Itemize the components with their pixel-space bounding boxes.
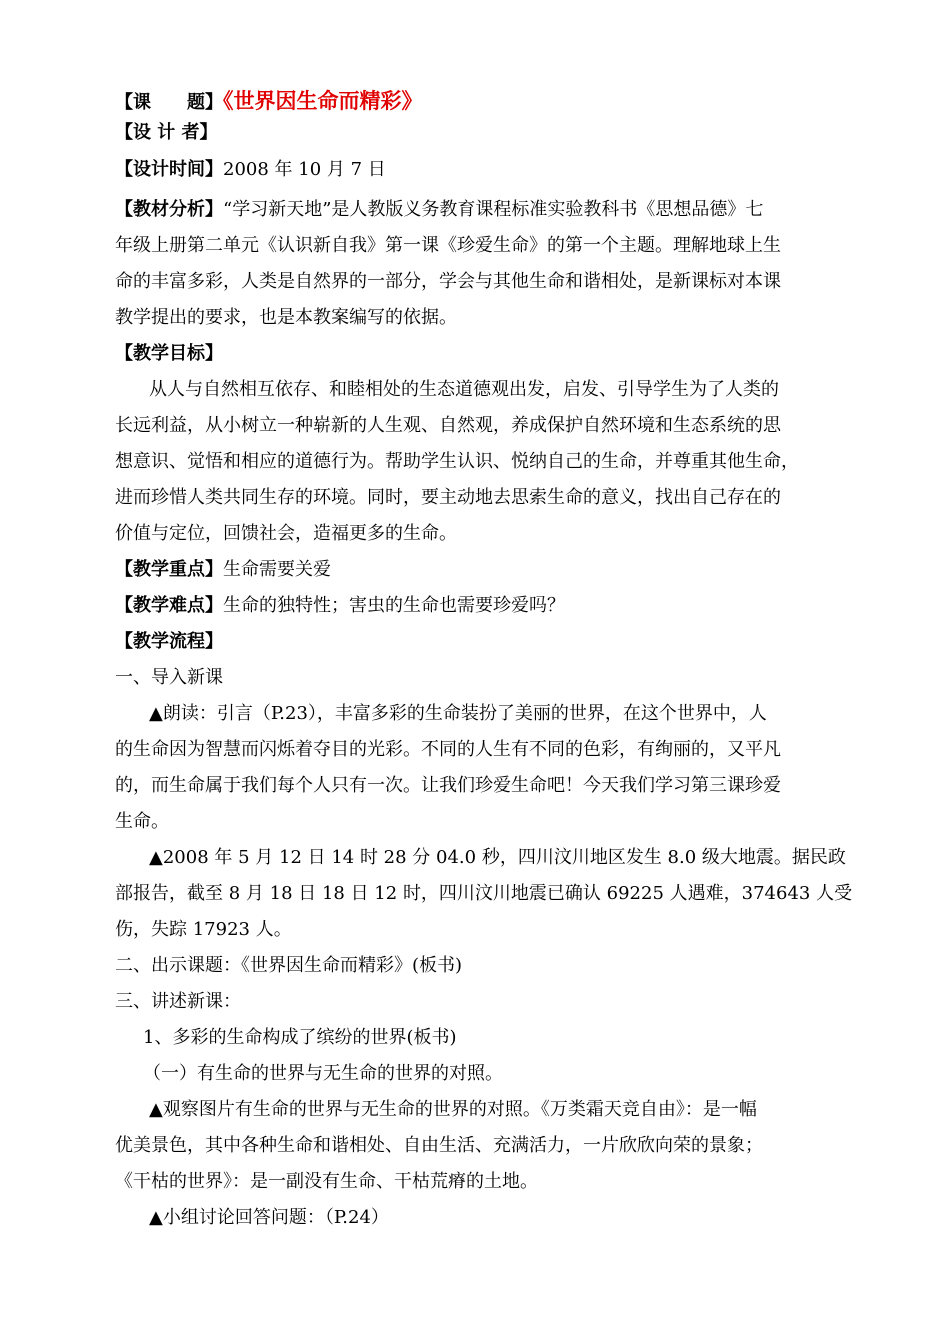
paragraph-line: 《干枯的世界》：是一副没有生命、干枯荒瘠的土地。 bbox=[115, 1171, 538, 1192]
paragraph-line: ▲朗读：引言（P.23），丰富多彩的生命装扮了美丽的世界，在这个世界中，人 bbox=[149, 703, 767, 724]
paragraph-line: 优美景色，其中各种生命和谐相处、自由生活、充满活力，一片欣欣向荣的景象； bbox=[115, 1135, 763, 1156]
section-heading: 三、讲述新课： bbox=[115, 991, 241, 1012]
goals-line: 从人与自然相互依存、和睦相处的生态道德观出发，启发、引导学生为了人类的 bbox=[149, 379, 779, 400]
goals-section bbox=[115, 336, 835, 552]
analysis-text: “学习新天地”是人教版义务教育课程标准实验教科书《思想品德》七 bbox=[223, 199, 764, 220]
lesson-title: 《世界因生命而精彩》 bbox=[223, 88, 423, 113]
goals-line: 价值与定位，回馈社会，造福更多的生命。 bbox=[115, 523, 457, 544]
difficulty-label: 【教学难点】 bbox=[115, 595, 223, 616]
difficulty-row bbox=[115, 588, 835, 624]
analysis-line: 年级上册第二单元《认识新自我》第一课《珍爱生命》的第一个主题。理解地球上生 bbox=[115, 235, 781, 256]
focus-value: 生命需要关爱 bbox=[223, 559, 331, 580]
paragraph-line: ▲2008 年 5 月 12 日 14 时 28 分 04.0 秒，四川汶川地区发生 8.0 级大地震。据民政 bbox=[149, 847, 846, 868]
section-heading: 二、出示课题：《世界因生命而精彩》(板书) bbox=[115, 955, 463, 976]
design-time-row bbox=[115, 152, 835, 188]
goals-line: 想意识、觉悟和相应的道德行为。帮助学生认识、悦纳自己的生命，并尊重其他生命， bbox=[115, 451, 799, 472]
analysis-line: 命的丰富多彩，人类是自然界的一部分，学会与其他生命和谐相处，是新课标对本课 bbox=[115, 271, 781, 292]
difficulty-value: 生命的独特性；害虫的生命也需要珍爱吗？ bbox=[223, 595, 565, 616]
paragraph-line: 生命。 bbox=[115, 811, 169, 832]
paragraph-line: ▲小组讨论回答问题：（P.24） bbox=[149, 1207, 389, 1228]
analysis-line: 教学提出的要求，也是本教案编写的依据。 bbox=[115, 307, 457, 328]
title-label: 【课 题】 bbox=[115, 92, 223, 113]
designer-row bbox=[115, 118, 835, 148]
analysis-label: 【教材分析】 bbox=[115, 199, 223, 220]
paragraph-line: 的生命因为智慧而闪烁着夺目的光彩。不同的人生有不同的色彩，有绚丽的，又平凡 bbox=[115, 739, 781, 760]
paragraph-line: ▲观察图片有生命的世界与无生命的世界的对照。《万类霜天竞自由》：是一幅 bbox=[149, 1099, 757, 1120]
analysis-line bbox=[115, 192, 835, 228]
goals-line: 长远利益，从小树立一种崭新的人生观、自然观，养成保护自然环境和生态系统的思 bbox=[115, 415, 781, 436]
paragraph-line: 部报告，截至 8 月 18 日 18 日 12 时，四川汶川地震已确认 69225 人遇难，374643 人受 bbox=[115, 883, 853, 904]
subsection-heading: 1、多彩的生命构成了缤纷的世界(板书) bbox=[143, 1027, 457, 1048]
design-time-label: 【设计时间】 bbox=[115, 159, 223, 180]
design-time-value: 2008 年 10 月 7 日 bbox=[223, 159, 386, 180]
paragraph-line: 伤，失踪 17923 人。 bbox=[115, 919, 292, 940]
document-page bbox=[115, 86, 853, 1236]
title-row bbox=[115, 86, 835, 118]
paragraph-line: 的，而生命属于我们每个人只有一次。让我们珍爱生命吧！今天我们学习第三课珍爱 bbox=[115, 775, 781, 796]
goals-line: 进而珍惜人类共同生存的环境。同时，要主动地去思索生命的意义，找出自己存在的 bbox=[115, 487, 781, 508]
flow-label: 【教学流程】 bbox=[115, 631, 223, 652]
designer-label: 【设 计 者】 bbox=[115, 122, 218, 143]
section-heading: 一、导入新课 bbox=[115, 667, 223, 688]
subsection-heading: （一）有生命的世界与无生命的世界的对照。 bbox=[143, 1063, 503, 1084]
flow-section bbox=[115, 624, 853, 1236]
goals-label: 【教学目标】 bbox=[115, 343, 223, 364]
focus-label: 【教学重点】 bbox=[115, 559, 223, 580]
focus-row bbox=[115, 552, 835, 588]
analysis-section bbox=[115, 192, 835, 336]
